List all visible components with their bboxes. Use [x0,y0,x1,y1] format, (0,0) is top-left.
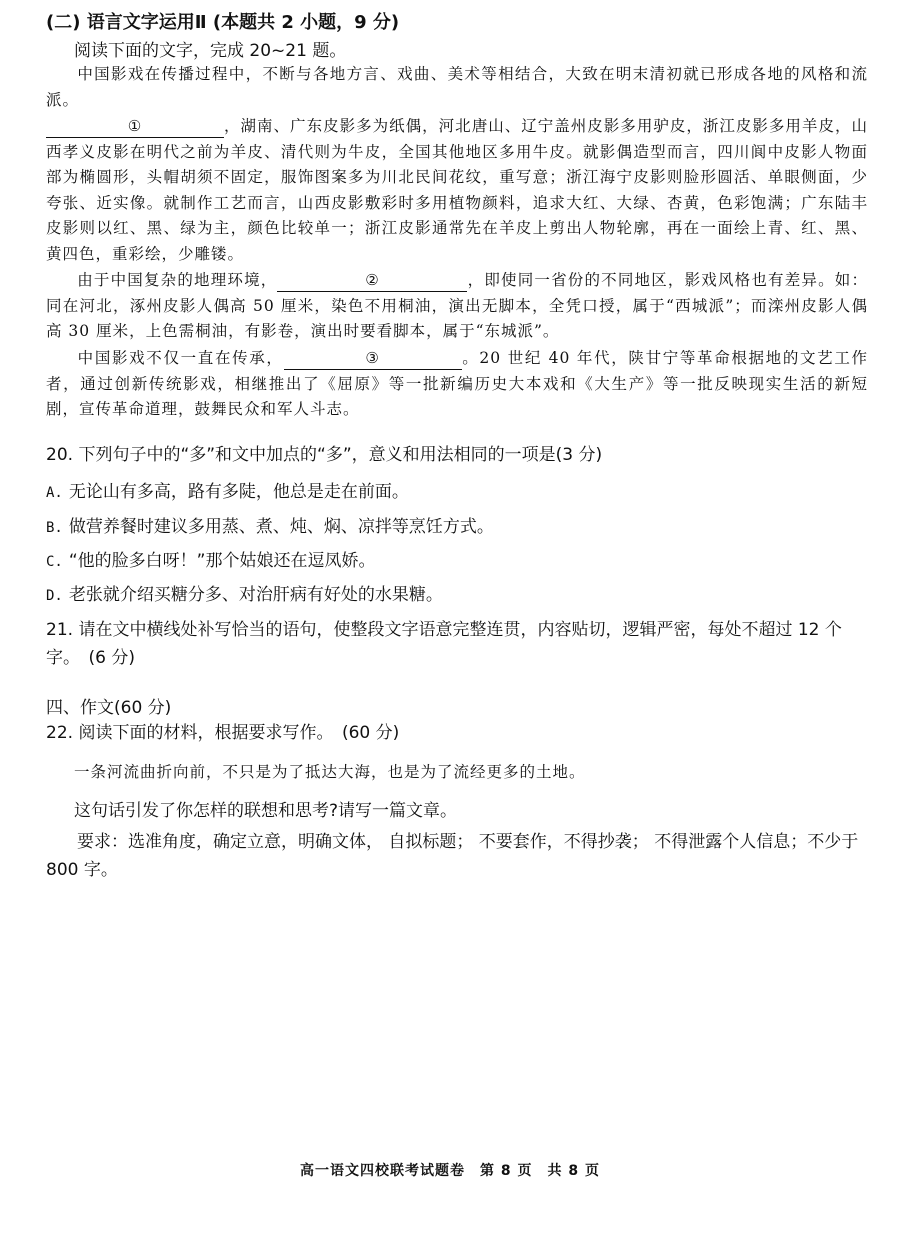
option-text: 老张就介绍买糖分多、对治肝病有好处的水果糖。 [68,585,443,605]
question-21 [46,616,861,672]
question-20-option-c [46,546,375,571]
option-text: 无论山有多高，路有多陡，他总是走在前面。 [68,482,409,502]
passage-text: 。20 世纪 40 年代，陕甘宁等革命根据地的文艺工作者，通过创新传统影戏，相继推出了《屈原》等一批新编历史大本戏和《大生产》等一批反映现实生活的新短剧，宣传革命道理，鼓舞民众和军人斗志。 [46,349,868,418]
section-4-title: 四、作文(60 分) [46,698,172,718]
option-text: “他的脸多白呀！”那个姑娘还在逗凤娇。 [68,551,376,571]
passage-text: 由于中国复杂的地理环境， [77,271,278,289]
option-label: B. [46,520,63,536]
answer-blank-2: ② [277,269,467,292]
question-21-score: (6 分) [88,648,135,668]
option-text: 做营养餐时建议多用蒸、煮、炖、焖、凉拌等烹饪方式。 [68,517,494,537]
passage-text: 中国影戏在传播过程中，不断与各地方言、戏曲、美术等相结合，大致在明末清初就已形成各地的风格和流派。 [46,65,868,109]
essay-prompt: 这句话引发了你怎样的联想和思考?请写一篇文章。 [74,801,458,821]
question-20-option-d [46,580,443,605]
section-intro: 阅读下面的文字，完成 20~21 题。 [74,41,347,61]
option-label: A. [46,485,63,501]
question-20-option-a [46,477,409,502]
option-label: D. [46,588,63,604]
page-footer: 高一语文四校联考试题卷 第 8 页 共 8 页 [300,1163,600,1179]
question-22-score: (60 分) [341,723,400,743]
answer-blank-3: ③ [284,347,462,370]
question-20-option-b [46,512,494,537]
passage-text: ，即使同一省份的不同地区，影戏风格也有差异。如：同在河北，涿州皮影人偶高 50 厘米，染色不用桐油，演出无脚本，全凭口授，属于“西城派”；而滦州皮影人偶高 30 厘米，上色需桐油，有影卷，演出时要看脚本，属于“东城派”。 [46,271,868,340]
requirements-text: 要求：选准角度，确定立意，明确文体， 自拟标题； 不要套作，不得抄袭； 不得泄露个人信息；不少于 800 字。 [46,832,859,880]
passage-paragraph-3 [46,268,868,345]
answer-blank-1: ① [46,115,224,138]
question-21-stem: 21. 请在文中横线处补写恰当的语句，使整段文字语意完整连贯，内容贴切，逻辑严密，每处不超过 12 个字。 [46,620,842,668]
passage-text: 中国影戏不仅一直在传承， [77,349,284,367]
question-22-stem: 22. 阅读下面的材料，根据要求写作。 [46,723,325,743]
essay-requirements [46,828,868,884]
passage-paragraph-4 [46,346,868,423]
essay-material: 一条河流曲折向前，不只是为了抵达大海，也是为了流经更多的土地。 [74,763,586,781]
section-title: (二) 语言文字运用Ⅱ (本题共 2 小题，9 分) [46,12,400,33]
passage-text: ，湖南、广东皮影多为纸偶，河北唐山、辽宁盖州皮影多用驴皮，浙江皮影多用羊皮，山西孝义皮影在明代之前为羊皮、清代则为牛皮，全国其他地区多用牛皮。就影偶造型而言，四川阆中皮影人物面部为椭圆形，头帽胡须不固定，服饰图案多为川北民间花纹，重写意；浙江海宁皮影则脸形圆活、单眼侧面，少夸张、近实像。就制作工艺而言，山西皮影敷彩时多用植物颜料，追求大红、大绿、杏黄，色彩饱满；广东陆丰皮影则以红、黑、绿为主，颜色比较单一；浙江皮影通常先在羊皮上剪出人物轮廓，再在一面绘上青、红、黑、黄四色，重彩绘，少雕镂。 [46,117,868,263]
passage-paragraph-2 [46,114,868,267]
option-label: C. [46,554,63,570]
passage-paragraph-1 [46,62,868,113]
question-22 [46,718,399,743]
question-20-stem: 20. 下列句子中的“多”和文中加点的“多”，意义和用法相同的一项是(3 分) [46,445,603,465]
